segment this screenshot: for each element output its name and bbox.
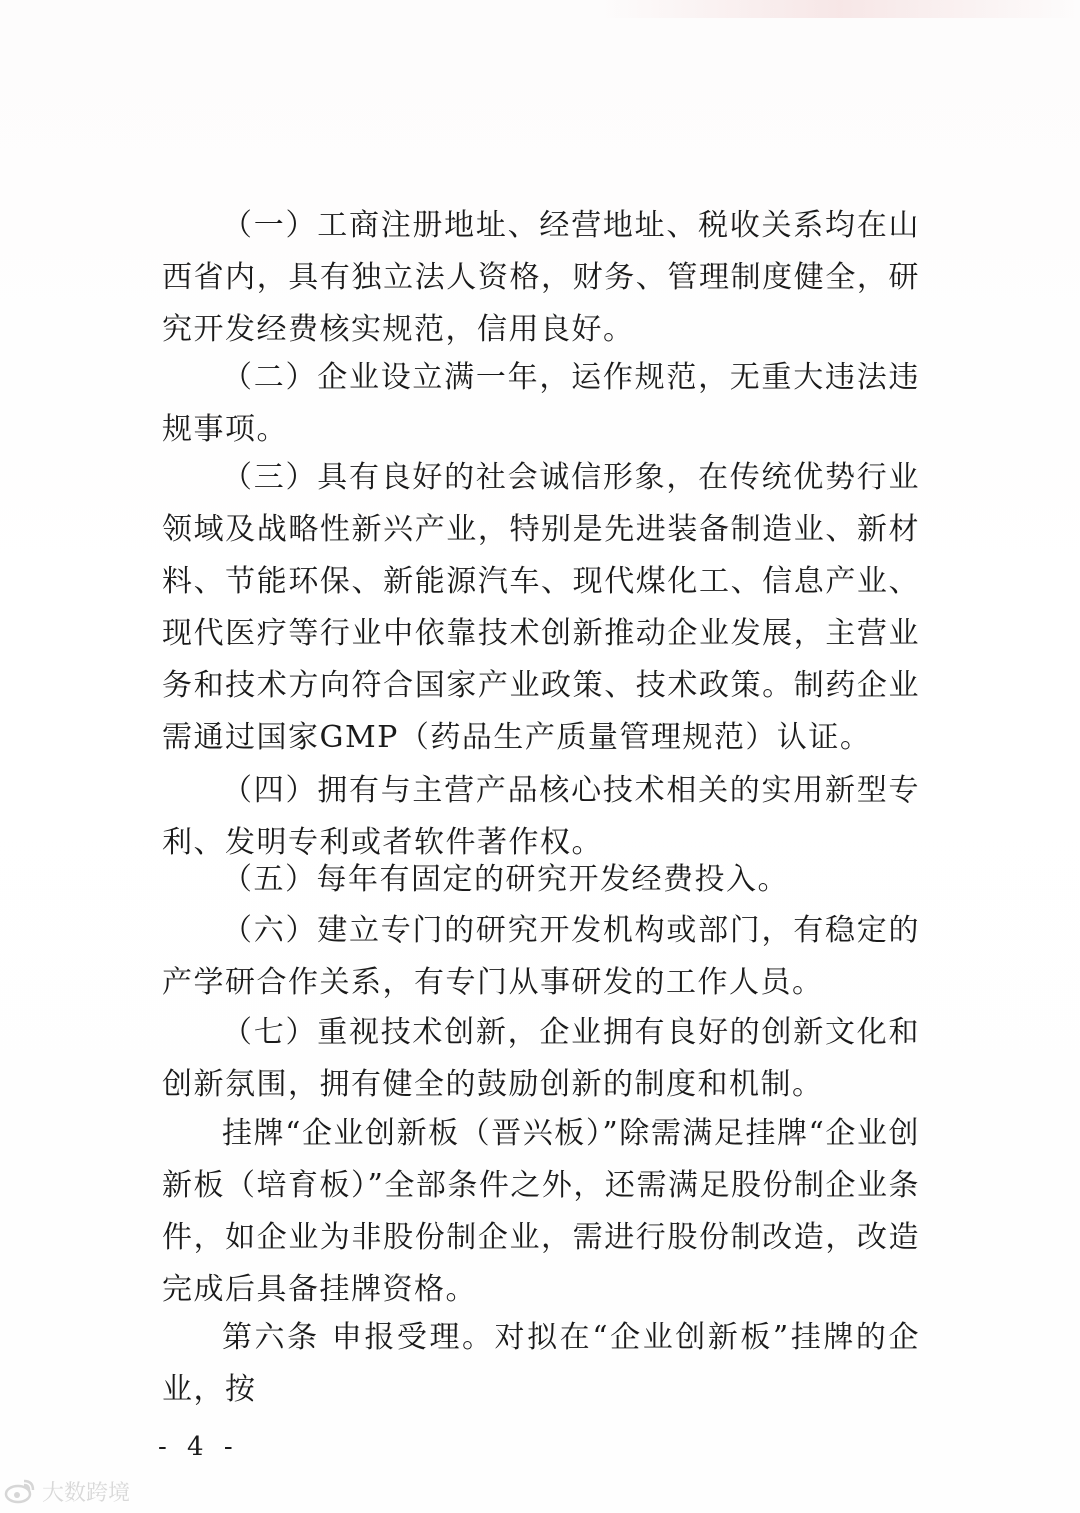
clause-4: （四）拥有与主营产品核心技术相关的实用新型专利、发明专利或者软件著作权。 — [162, 773, 920, 860]
article-6-paragraph: 第六条 申报受理。对拟在“企业创新板”挂牌的企业，按 — [162, 1320, 920, 1407]
clause-6: （六）建立专门的研究开发机构或部门，有稳定的产学研合作关系，有专门从事研发的工作人员。 — [162, 913, 920, 1000]
clause-2: （二）企业设立满一年，运作规范，无重大违法违规事项。 — [162, 360, 920, 447]
scan-stain — [600, 0, 1080, 18]
listing-condition-paragraph: 挂牌“企业创新板（晋兴板）”除需满足挂牌“企业创新板（培育板）”全部条件之外，还需满足股份制企业条件，如企业为非股份制企业，需进行股份制改造，改造完成后具备挂牌资格。 — [162, 1116, 920, 1307]
weibo-logo-icon — [4, 1478, 36, 1504]
clause-1: （一）工商注册地址、经营地址、税收关系均在山西省内，具有独立法人资格，财务、管理制度健全，研究开发经费核实规范，信用良好。 — [162, 208, 920, 347]
watermark-text: 大数跨境 — [42, 1480, 131, 1506]
watermark — [4, 1476, 130, 1506]
clause-5: （五）每年有固定的研究开发经费投入。 — [222, 862, 789, 897]
clause-7: （七）重视技术创新，企业拥有良好的创新文化和创新氛围，拥有健全的鼓励创新的制度和机制。 — [162, 1015, 920, 1102]
clause-3: （三）具有良好的社会诚信形象，在传统优势行业领域及战略性新兴产业，特别是先进装备制造业、新材料、节能环保、新能源汽车、现代煤化工、信息产业、现代医疗等行业中依靠技术创新推动企业发展，主营业务和技术方向符合国家产业政策、技术政策。制药企业需通过国家GMP（药品生产质量管理规范）认证。 — [162, 460, 920, 755]
page-number: - 4 - — [158, 1432, 239, 1462]
